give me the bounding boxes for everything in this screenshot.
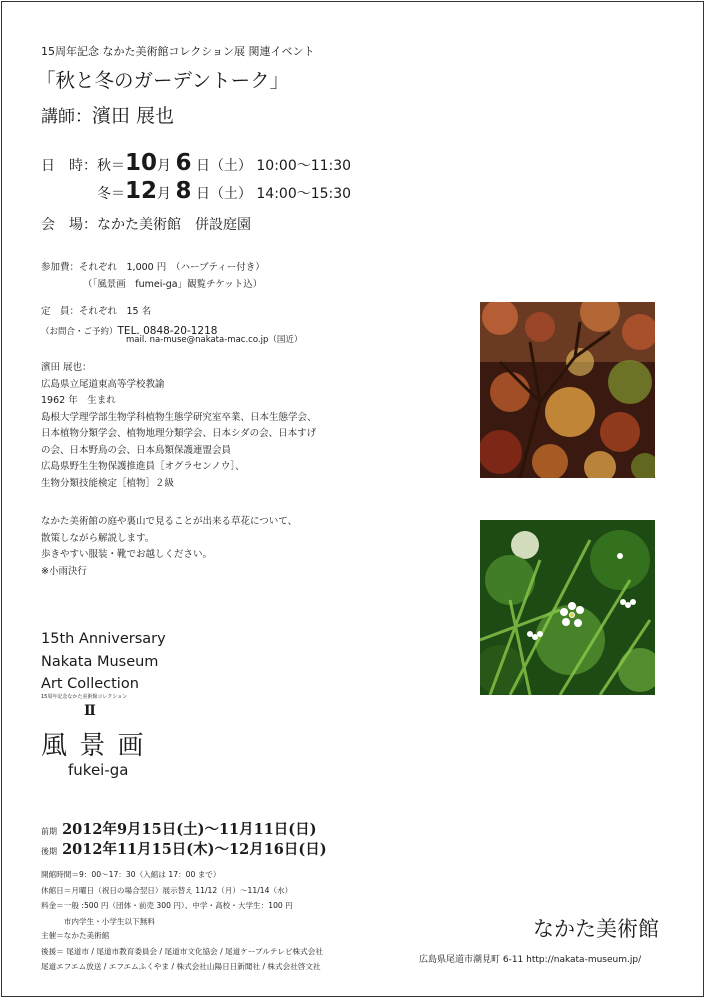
- period-second: [41, 838, 327, 859]
- period-first: [41, 818, 317, 839]
- capacity: 定 員：それぞれ 15 名: [41, 306, 152, 317]
- museum-contact: [419, 952, 641, 965]
- period-first-dates: 2012年9月15日(土)～11月11日(日): [62, 821, 317, 838]
- event-description: [41, 514, 297, 580]
- tel-number: TEL. 0848-20-1218: [117, 325, 218, 337]
- venue: [41, 214, 251, 234]
- white-flower-grass-photo: [480, 520, 655, 695]
- autumn-weekday: （土）: [209, 158, 252, 174]
- date-label: 日 時：: [41, 158, 97, 174]
- organizer: 主催＝なかた美術館: [41, 931, 110, 940]
- en-line-2: Nakata Museum: [41, 653, 159, 670]
- profile-line: 1962 年 生まれ: [41, 395, 116, 406]
- lecturer-label: 講師：: [41, 107, 92, 127]
- exhibition-title-romaji: fukei-ga: [68, 761, 129, 779]
- description-line: 散策しながら解説します。: [41, 532, 155, 544]
- lecturer-profile: [41, 360, 317, 492]
- period-second-dates: 2012年11月15日(木)～12月16日(日): [62, 841, 327, 858]
- contact-mail: mail. na-muse@nakata-mac.co.jp（国近）: [126, 335, 303, 345]
- fee-line1: 参加費：それぞれ 1,000 円 （ハーブティー付き）: [41, 262, 265, 273]
- profile-line: 濱田 展也：: [41, 362, 92, 373]
- museum-url[interactable]: http://nakata-museum.jp/: [526, 955, 642, 965]
- info-line: 休館日＝月曜日（祝日の場合翌日）展示替え 11/12（月）～11/14（水）: [41, 885, 293, 895]
- profile-line: 広島県野生生物保護推進員［オグラセンノウ］、: [41, 461, 245, 472]
- date-winter: [97, 178, 351, 204]
- profile-line: 生物分類技能検定［植物］２級: [41, 477, 175, 489]
- venue-label: 会 場：: [41, 217, 97, 233]
- info-line: 料金＝一般 :500 円（団体・前売 300 円）、中学・高校・大学生：100 円: [41, 901, 293, 910]
- autumn-month: 10: [125, 150, 158, 176]
- winter-prefix: 冬＝: [97, 186, 125, 202]
- en-line-1: 15th Anniversary: [41, 631, 166, 647]
- museum-address: 広島県尾道市潮見町 6-11: [419, 955, 524, 965]
- profile-line: 島根大学理学部生物学科植物生態学研究室卒業、日本生態学会、: [41, 411, 317, 423]
- info-line: 開館時間＝9：00～17：30（入館は 17：00 まで）: [41, 870, 221, 879]
- winter-month: 12: [125, 178, 158, 204]
- autumn-foliage-photo: [480, 302, 655, 478]
- sponsors-line-2: 尾道エフエム放送 / エフエムふくやま / 株式会社山陽日日新聞社 / 株式会社啓文社: [41, 962, 321, 971]
- info-line: 市内学生・小学生以下無料: [41, 916, 155, 926]
- period-first-label: 前期: [41, 827, 57, 836]
- venue-name: なかた美術館 併設庭園: [97, 217, 251, 233]
- period-second-label: 後期: [41, 847, 57, 856]
- autumn-time: 10:00～11:30: [256, 158, 352, 174]
- exhibition-en-title: [41, 628, 166, 696]
- profile-line: の会、日本野鳥の会、日本鳥類保護連盟会員: [41, 444, 232, 456]
- volume-numeral: Ⅱ: [84, 703, 96, 719]
- event-title: 「秋と冬のガーデントーク」: [36, 69, 290, 92]
- autumn-day: 6: [175, 150, 192, 176]
- winter-weekday: （土）: [209, 186, 252, 202]
- exhibition-jp-small: 15周年記念なかた美術館コレクション: [41, 694, 128, 700]
- autumn-day-unit: 日: [195, 158, 210, 174]
- lecturer: [41, 101, 174, 128]
- description-line: なかた美術館の庭や裏山で見ることが出来る草花について、: [41, 516, 298, 527]
- organizer-info: [41, 928, 323, 975]
- visitor-info: [41, 867, 293, 929]
- description-line: ※小雨決行: [41, 565, 87, 577]
- profile-line: 広島県立尾道東高等学校教諭: [41, 378, 165, 390]
- en-line-3: Art Collection: [41, 676, 139, 692]
- date-autumn: [41, 150, 351, 176]
- autumn-prefix: 秋＝: [97, 158, 125, 174]
- lecturer-name: 濱田 展也: [92, 105, 175, 127]
- exhibition-title-jp: 風 景 画: [41, 731, 146, 761]
- autumn-month-unit: 月: [157, 158, 172, 174]
- sponsors-line-1: 後援＝ 尾道市 / 尾道市教育委員会 / 尾道市文化協会 / 尾道ケーブルテレビ株式会社: [41, 946, 323, 956]
- winter-day-unit: 日: [195, 186, 210, 202]
- fee-line2: （「風景画 fumei-ga」観覧チケット込）: [83, 279, 263, 290]
- winter-time: 14:00～15:30: [256, 186, 352, 202]
- winter-day: 8: [175, 178, 192, 204]
- description-line: 歩きやすい服装・靴でお越しください。: [41, 549, 213, 560]
- contact-label: （お問合・ご予約）: [41, 327, 118, 337]
- event-heading: 15周年記念 なかた美術館コレクション展 関連イベント: [41, 45, 315, 58]
- profile-line: 日本植物分類学会、植物地理分類学会、日本シダの会、日本すげ: [41, 428, 317, 439]
- museum-name: なかた美術館: [533, 917, 659, 941]
- winter-month-unit: 月: [157, 186, 172, 202]
